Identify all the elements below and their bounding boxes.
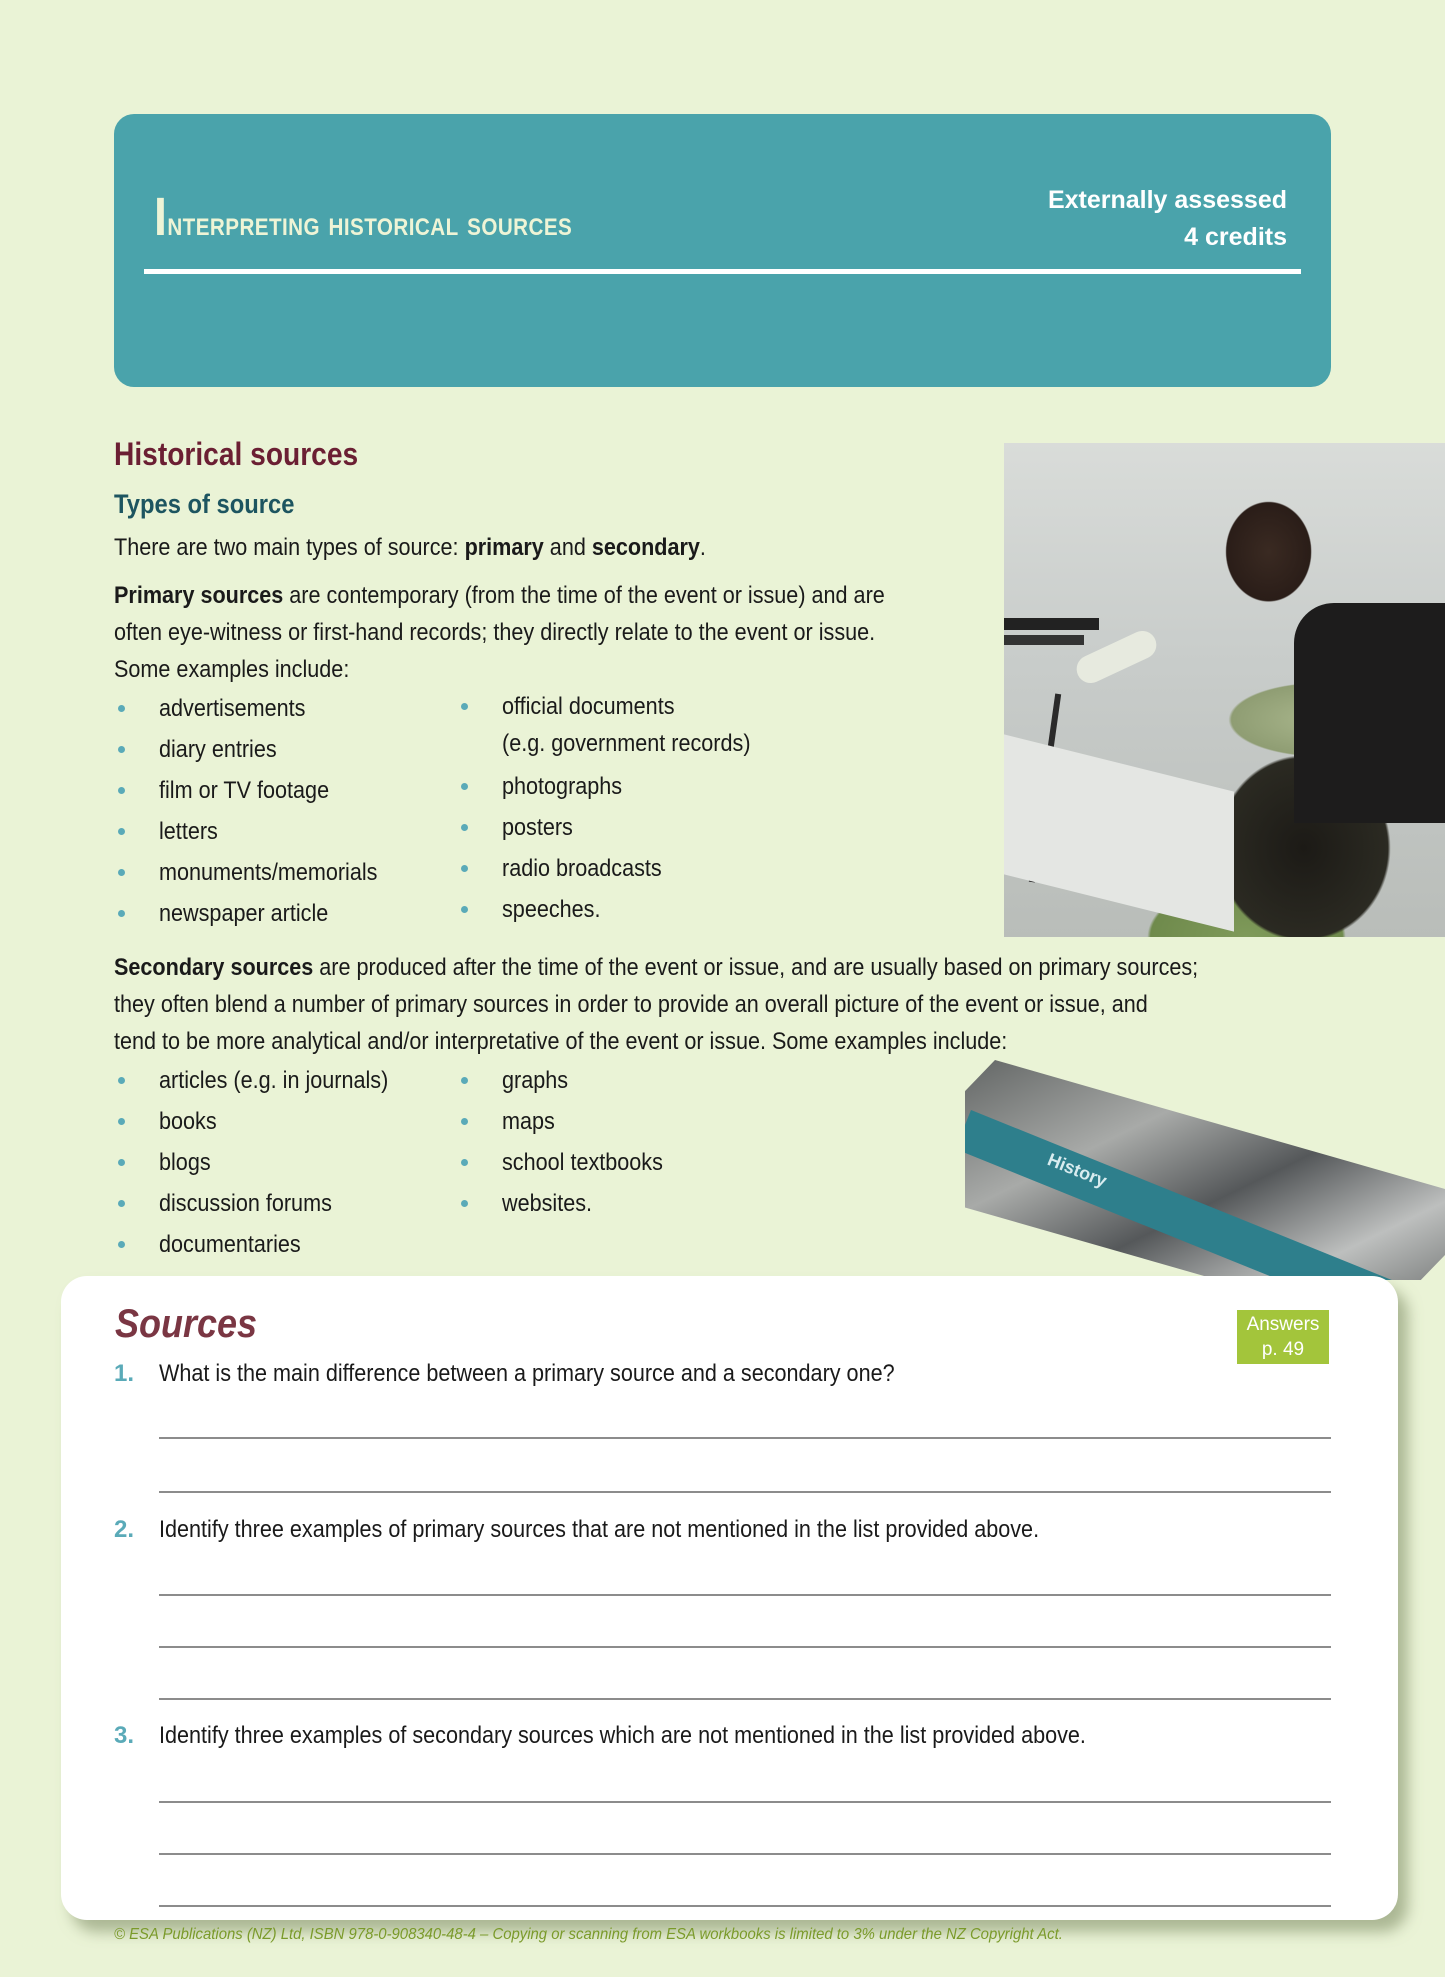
list-item [457,1183,681,1224]
intro-text: and [543,534,592,561]
list-item-text: (e.g. government records) [502,730,751,757]
primary-examples-col2 [457,688,778,930]
intro-text: . [699,534,706,561]
list-item [457,688,778,725]
bullet-icon [118,746,125,753]
podium [1004,734,1234,931]
list-item-text: discussion forums [159,1190,332,1217]
list-item-text: school textbooks [502,1149,663,1176]
question-text: What is the main difference between a primary source and a secondary one? [159,1360,895,1387]
question-text: Identify three examples of secondary sources which are not mentioned in the list provided above. [159,1722,1086,1749]
title-rest: nterpreting historical sources [167,205,573,243]
list-item-text: maps [502,1108,555,1135]
secondary-lead: Secondary sources [114,954,314,981]
question-2 [114,1516,1137,1544]
list-item [114,1060,414,1101]
list-item [114,1183,414,1224]
list-item [114,893,402,934]
title-banner [114,114,1331,387]
intro-bold-primary: primary [464,534,544,561]
textbook-image [965,1040,1445,1280]
list-item [114,852,402,893]
answer-line[interactable] [159,1437,1331,1439]
list-item-text: film or TV footage [159,777,330,804]
bullet-icon [461,1159,468,1166]
bullet-icon [461,783,468,790]
list-item-text: blogs [159,1149,211,1176]
list-item [114,811,402,852]
credits: 4 credits [1184,223,1287,251]
bullet-icon [461,824,468,831]
list-item-text: advertisements [159,695,306,722]
list-item-text: monuments/memorials [159,859,378,886]
answer-line[interactable] [159,1594,1331,1596]
answer-line[interactable] [159,1698,1331,1700]
list-item-text: articles (e.g. in journals) [159,1067,389,1094]
answer-line[interactable] [159,1646,1331,1648]
question-1 [114,1360,976,1388]
title-initial: I [154,187,168,247]
secondary-paragraph-line-2: they often blend a number of primary sources in order to provide an overall picture of the event or issue, and [114,991,1148,1018]
list-item [457,766,778,807]
primary-lead: Primary sources [114,582,284,609]
page-title [154,186,572,248]
list-item-text: books [159,1108,217,1135]
bullet-icon [461,1118,468,1125]
bullet-icon [118,1159,125,1166]
worksheet-title: Sources [115,1302,258,1346]
list-item-text: posters [502,814,573,841]
list-item [457,848,778,889]
list-item [114,729,402,770]
list-item [457,1101,681,1142]
list-item [114,1142,414,1183]
list-item-text: photographs [502,773,623,800]
bullet-icon [118,787,125,794]
list-item-text: graphs [502,1067,569,1094]
answer-line[interactable] [159,1853,1331,1855]
bullet-icon [118,1077,125,1084]
assessment-info [1048,182,1287,256]
bullet-icon [118,869,125,876]
bullet-icon [461,865,468,872]
microphone-icon [1004,635,1084,645]
secondary-text: are produced after the time of the event or issue, and are usually based on primary sources; [313,954,1199,981]
list-item-text: websites. [502,1190,593,1217]
question-3 [114,1722,1189,1750]
question-number: 2. [114,1516,135,1543]
bullet-icon [461,1077,468,1084]
question-text: Identify three examples of primary sources that are not mentioned in the list provided above. [159,1516,1040,1543]
list-item [457,889,778,930]
list-item-text: newspaper article [159,900,329,927]
answer-line[interactable] [159,1905,1331,1907]
banner-divider [144,269,1301,274]
list-item [457,1142,681,1183]
primary-text: are contemporary (from the time of the event or issue) and are [283,582,885,609]
list-item [457,1060,681,1101]
worksheet-card [61,1276,1398,1920]
secondary-paragraph-line-3: tend to be more analytical and/or interpretative of the event or issue. Some examples include: [114,1028,1008,1055]
primary-paragraph-line-1 [114,577,885,614]
list-item-text: radio broadcasts [502,855,662,882]
list-item-text: diary entries [159,736,277,763]
list-item [114,770,402,811]
list-item [114,688,402,729]
list-item-text: speeches. [502,896,601,923]
list-item [114,1101,414,1142]
list-item-text: documentaries [159,1231,301,1258]
list-item-text: letters [159,818,218,845]
subsection-heading: Types of source [114,489,295,519]
intro-text: There are two main types of source: [114,534,465,561]
bullet-icon [461,703,468,710]
assessment-type: Externally assessed [1047,186,1287,214]
question-number: 1. [114,1360,135,1387]
answer-line[interactable] [159,1801,1331,1803]
intro-paragraph [114,529,706,566]
primary-paragraph-line-3: Some examples include: [114,656,350,683]
list-item [457,807,778,848]
bullet-icon [118,1118,125,1125]
list-item-continuation [457,725,778,766]
bullet-icon [118,910,125,917]
list-item [114,1224,414,1265]
answers-label: Answers [1246,1314,1320,1335]
photo-detail [1294,603,1445,823]
bullet-icon [118,1241,125,1248]
bullet-icon [118,705,125,712]
secondary-paragraph-line-1 [114,949,1198,986]
bullet-icon [118,828,125,835]
primary-paragraph-line-2: often eye-witness or first-hand records; they directly relate to the event or issue. [114,619,876,646]
microphone-icon [1004,618,1099,630]
secondary-examples-col2 [457,1060,681,1224]
answers-page: p. 49 [1261,1339,1305,1360]
book-spine-title: History [1044,1149,1110,1192]
copyright-footer: © ESA Publications (NZ) Ltd, ISBN 978-0-908340-48-4 – Copying or scanning from ESA workbooks is limited to 3% under the NZ Copyright Act. [114,1926,1063,1943]
secondary-examples-col1 [114,1060,414,1265]
list-item-text: official documents [502,693,675,720]
historical-photo [1004,443,1445,937]
bullet-icon [461,1200,468,1207]
section-heading: Historical sources [114,436,359,472]
answers-badge [1237,1310,1329,1364]
intro-bold-secondary: secondary [591,534,700,561]
answer-line[interactable] [159,1491,1331,1493]
microphone-icon [1072,626,1161,687]
bullet-icon [118,1200,125,1207]
primary-examples-col1 [114,688,402,934]
question-number: 3. [114,1722,135,1749]
bullet-icon [461,906,468,913]
